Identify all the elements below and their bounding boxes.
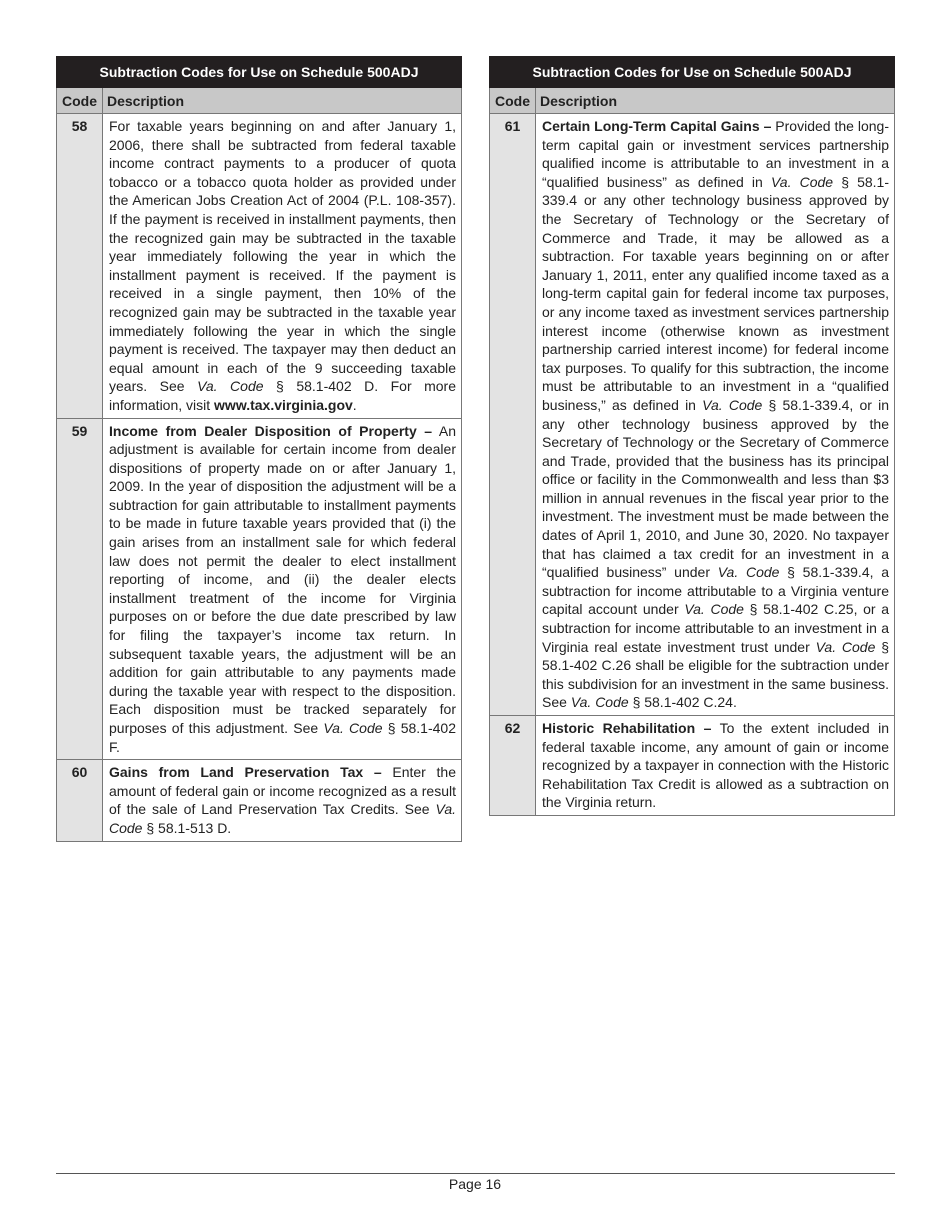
tax-website-text: www.tax.virginia.gov <box>214 396 353 413</box>
column-header-code: Code <box>490 88 536 114</box>
table-row-60 <box>57 760 462 841</box>
column-header-description: Description <box>103 88 462 114</box>
table-row-59 <box>57 418 462 760</box>
code-cell: 60 <box>57 760 103 841</box>
description-cell: Historic Rehabilitation – To the extent included in federal taxable income, any amount of gain or income recognized by a taxpayer in connection with the Historic Rehabilitation Tax Credit is allowed as a subtraction on the Virginia return. <box>536 716 895 816</box>
code-cell: 61 <box>490 114 536 716</box>
table-title: Subtraction Codes for Use on Schedule 500ADJ <box>490 57 895 88</box>
description-cell: Gains from Land Preservation Tax – Enter the amount of federal gain or income recognized as a result of the sale of Land Preservation Tax Credits. See Va. Code § 58.1-513 D. <box>103 760 462 841</box>
code-cell: 58 <box>57 114 103 419</box>
description-cell: Income from Dealer Disposition of Property – An adjustment is available for certain income from dealer dispositions of property made on or after January 1, 2009. In the year of disposition the adjustment will be a subtraction for gain attributable to installment payments to be made in future taxable years provided that (i) the gain arises from an installment sale for which federal law does not permit the dealer to elect installment reporting of income, and (ii) the dealer elects installment treatment of the income for Virginia purposes on or before the due date prescribed by law for filing the taxpayer’s income tax return. In subsequent taxable years, the adjustment will be an addition for gain attributable to any payments made during the taxable year with respect to the disposition. Each disposition must be tracked separately for purposes of this adjustment. See Va. Code § 58.1-402 F. <box>103 418 462 760</box>
subtraction-codes-table-right <box>489 56 895 816</box>
column-header-code: Code <box>57 88 103 114</box>
code-cell: 62 <box>490 716 536 816</box>
table-row-62 <box>490 716 895 816</box>
footer-divider <box>56 1173 895 1174</box>
table-row-61 <box>490 114 895 716</box>
description-cell: For taxable years beginning on and after January 1, 2006, there shall be subtracted from federal taxable income contract payments to a producer of quota tobacco or a tobacco quota holder as provided under the American Jobs Creation Act of 2004 (P.L. 108-357). If the payment is received in installment payments, then the recognized gain may be subtracted in the taxable year immediately following the year in which the installment payment is received. If the payment is received in a single payment, then 10% of the recognized gain may be subtracted in the taxable year immediately following the year in which the single payment is received. The taxpayer may then deduct an equal amount in each of the 9 succeeding taxable years. See Va. Code § 58.1-402 D. For more information, visit www.tax.virginia.gov. <box>103 114 462 419</box>
page-number: Page 16 <box>448 1176 502 1192</box>
description-cell: Certain Long-Term Capital Gains – Provided the long-term capital gain or investment services partnership qualified income is attributable to an investment in a “qualified business” as defined in Va. Code § 58.1-339.4 or any other technology business approved by the Secretary of Technology or the Secretary of Commerce and Trade, it may be allowed as a subtraction. For taxable years beginning on or after January 1, 2011, enter any qualified income taxed as a long-term capital gain for federal income tax purposes, or any income taxed as investment services partnership interest income (otherwise known as investment partnership carried interest income) for federal income tax purposes. To qualify for this subtraction, the income must be attributable to an investment in a “qualified business,” as defined in Va. Code § 58.1-339.4, or in any other technology business approved by the Secretary of Technology or the Secretary of Commerce and Trade, provided that the business has its principal office or facility in the Commonwealth and less than $3 million in annual revenues in the fiscal year prior to the investment. The investment must be made between the dates of April 1, 2010, and June 30, 2020. No taxpayer that has claimed a tax credit for an investment in a “qualified business” under Va. Code § 58.1-339.4, a subtraction for income attributable to a Virginia venture capital account under Va. Code § 58.1-402 C.25, or a subtraction for income attributable to an investment in a Virginia real estate investment trust under Va. Code § 58.1-402 C.26 shall be eligible for the subtraction under this subdivision for an investment in the same business. See Va. Code § 58.1-402 C.24. <box>536 114 895 716</box>
table-row-58 <box>57 114 462 419</box>
column-header-description: Description <box>536 88 895 114</box>
subtraction-codes-table-left <box>56 56 462 842</box>
table-title: Subtraction Codes for Use on Schedule 500ADJ <box>57 57 462 88</box>
code-cell: 59 <box>57 418 103 760</box>
